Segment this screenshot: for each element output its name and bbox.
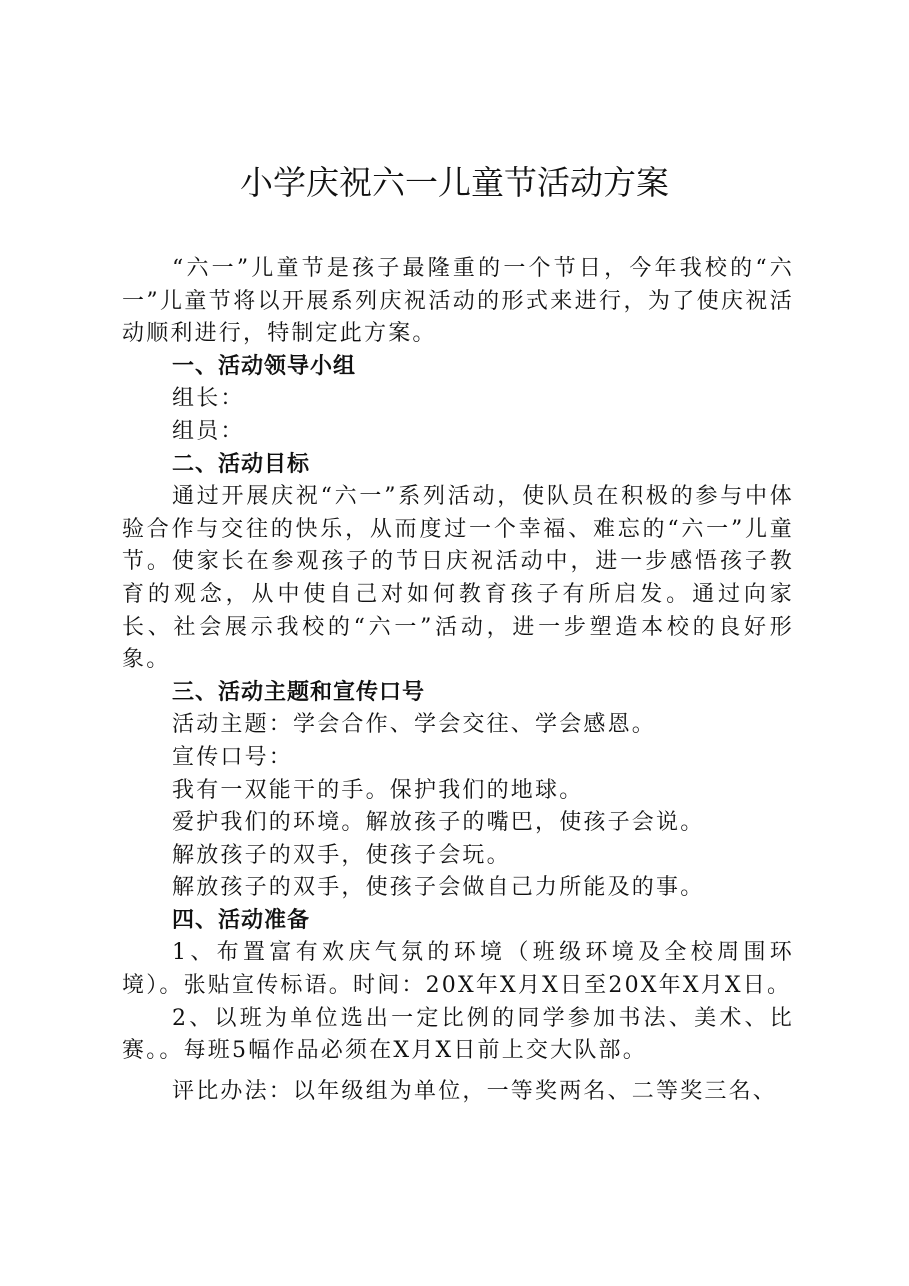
intro-paragraph: “六一”儿童节是孩子最隆重的一个节日，今年我校的“六一”儿童节将以开展系列庆祝活动的形式来进行，为了使庆祝活动顺利进行，特制定此方案。 (122, 256, 794, 347)
section-heading-preparation: 四、活动准备 (172, 907, 311, 933)
preparation-item-1: 1、布置富有欢庆气氛的环境（班级环境及全校周围环境）。张贴宣传标语。时间：20X年X月X日至20X年X月X日。 (122, 940, 794, 999)
section-heading-goals: 二、活动目标 (172, 451, 311, 477)
section-heading-theme: 三、活动主题和宣传口号 (172, 679, 426, 705)
preparation-item-2: 2、以班为单位选出一定比例的同学参加书法、美术、比赛。。每班5幅作品必须在X月X日前上交大队部。 (122, 1005, 794, 1064)
slogan-line: 解放孩子的双手，使孩子会玩。 (172, 842, 511, 868)
slogan-label: 宣传口号： (172, 744, 294, 770)
theme-line: 活动主题：学会合作、学会交往、学会感恩。 (172, 712, 657, 738)
members-line: 组员： (172, 418, 245, 444)
leader-line: 组长： (172, 386, 245, 412)
goals-paragraph: 通过开展庆祝“六一”系列活动，使队员在积极的参与中体验合作与交往的快乐，从而度过一个幸福、难忘的“六一”儿童节。使家长在参观孩子的节日庆祝活动中，进一步感悟孩子教育的观念，从中使自己对如何教育孩子有所启发。通过向家长、社会展示我校的“六一”活动，进一步塑造本校的良好形象。 (122, 484, 794, 673)
evaluation-paragraph: 评比办法：以年级组为单位，一等奖两名、二等奖三名、 (172, 1078, 778, 1104)
slogan-line: 我有一双能干的手。保护我们的地球。 (172, 777, 584, 803)
slogan-line: 解放孩子的双手，使孩子会做自己力所能及的事。 (172, 875, 705, 901)
document-body (122, 253, 794, 1108)
document-title: 小学庆祝六一儿童节活动方案 (240, 163, 669, 202)
slogan-line: 爱护我们的环境。解放孩子的嘴巴，使孩子会说。 (172, 810, 705, 836)
section-heading-leadership: 一、活动领导小组 (172, 353, 357, 379)
